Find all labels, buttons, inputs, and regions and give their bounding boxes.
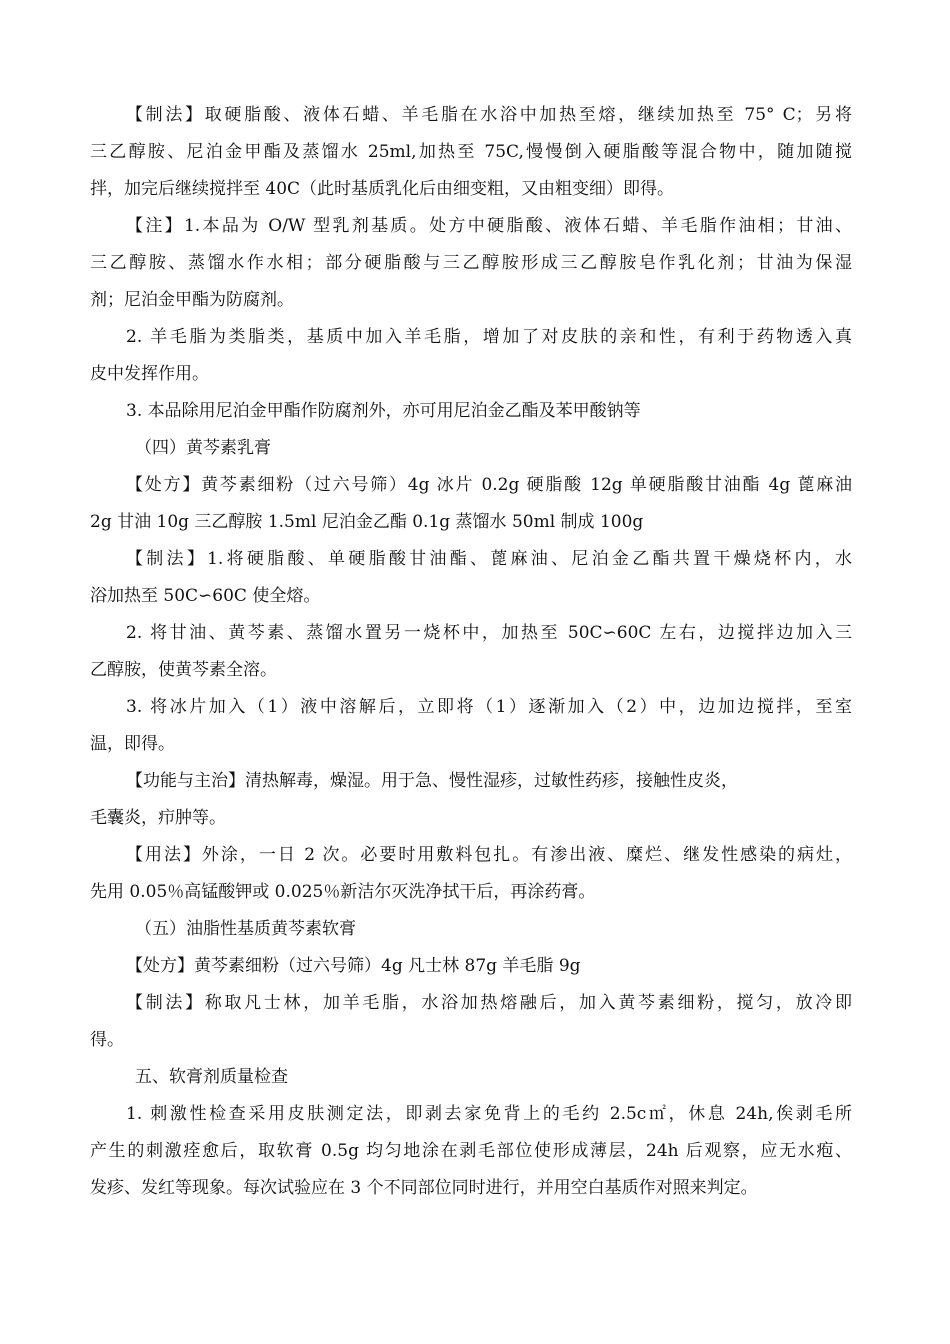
text-line: 发疹、发红等现象。每次试验应在 3 个不同部位同时进行，并用空白基质作对照来判定。: [90, 1178, 758, 1198]
text-line: 【注】1.本品为 O/W 型乳剂基质。处方中硬脂酸、液体石蜡、羊毛脂作油相；甘油、: [126, 216, 852, 236]
text-line: 2. 羊毛脂为类脂类，基质中加入羊毛脂，增加了对皮肤的亲和性，有利于药物透入真: [126, 327, 852, 347]
text-line: 浴加热至 50C∽60C 使全熔。: [90, 586, 321, 606]
text-line: 3. 将冰片加入（1）液中溶解后，立即将（1）逐渐加入（2）中，边加边搅拌，至室: [126, 697, 852, 717]
text-line: 【处方】黄芩素细粉（过六号筛）4g 凡士林 87g 羊毛脂 9g: [126, 956, 581, 976]
text-line: 三乙醇胺、蒸馏水作水相；部分硬脂酸与三乙醇胺形成三乙醇胺皂作乳化剂；甘油为保湿: [90, 253, 852, 273]
text-line: 【制法】1.将硬脂酸、单硬脂酸甘油酯、蓖麻油、尼泊金乙酯共置干燥烧杯内，水: [126, 549, 852, 569]
text-line: 得。: [90, 1030, 124, 1050]
text-line: 1. 刺激性检查采用皮肤测定法，即剥去家免背上的毛约 2.5c㎡，休息 24h,俟剥毛所: [126, 1104, 852, 1124]
text-line: 3. 本品除用尼泊金甲酯作防腐剂外，亦可用尼泊金乙酯及苯甲酸钠等: [126, 401, 641, 421]
text-line: 【处方】黄芩素细粉（过六号筛）4g 冰片 0.2g 硬脂酸 12g 单硬脂酸甘油酯 4g 蓖麻油: [126, 475, 852, 495]
text-line: 2g 甘油 10g 三乙醇胺 1.5ml 尼泊金乙酯 0.1g 蒸馏水 50ml 制成 100g: [90, 512, 644, 532]
text-line: 【制法】取硬脂酸、液体石蜡、羊毛脂在水浴中加热至熔，继续加热至 75° C；另将: [126, 105, 852, 125]
section-heading: 五、软膏剂质量检查: [135, 1067, 288, 1087]
section-heading: （四）黄芩素乳膏: [135, 438, 271, 458]
text-line: 【制法】称取凡士林，加羊毛脂，水浴加热熔融后，加入黄芩素细粉，搅匀，放冷即: [126, 993, 852, 1013]
text-line: 皮中发挥作用。: [90, 364, 209, 384]
text-line: 2. 将甘油、黄芩素、蒸馏水置另一烧杯中，加热至 50C∽60C 左右，边搅拌边加入三: [126, 623, 852, 643]
text-line: 拌，加完后继续搅拌至 40C（此时基质乳化后由细变粗，又由粗变细）即得。: [90, 179, 675, 199]
text-line: 温，即得。: [90, 734, 175, 754]
text-line: 【用法】外涂，一日 2 次。必要时用敷料包扎。有渗出液、糜烂、继发性感染的病灶，: [126, 845, 852, 865]
text-line: 【功能与主治】清热解毒，燥湿。用于急、慢性湿疹，过敏性药疹，接触性皮炎，: [126, 771, 738, 791]
text-line: 产生的刺激痊愈后，取软膏 0.5g 均匀地涂在剥毛部位使形成薄层，24h 后观察，应无水疱、: [90, 1141, 852, 1161]
text-line: 三乙醇胺、尼泊金甲酯及蒸馏水 25ml,加热至 75C,慢慢倒入硬脂酸等混合物中，随加随搅: [90, 142, 852, 162]
text-line: 剂；尼泊金甲酯为防腐剂。: [90, 290, 294, 310]
section-heading: （五）油脂性基质黄芩素软膏: [135, 919, 356, 939]
text-line: 先用 0.05％高锰酸钾或 0.025％新洁尔灭洗净拭干后，再涂药膏。: [90, 882, 596, 902]
document-body: [90, 97, 852, 1207]
text-line: 乙醇胺，使黄芩素全溶。: [90, 660, 277, 680]
text-line: 毛囊炎，疖肿等。: [90, 808, 226, 828]
